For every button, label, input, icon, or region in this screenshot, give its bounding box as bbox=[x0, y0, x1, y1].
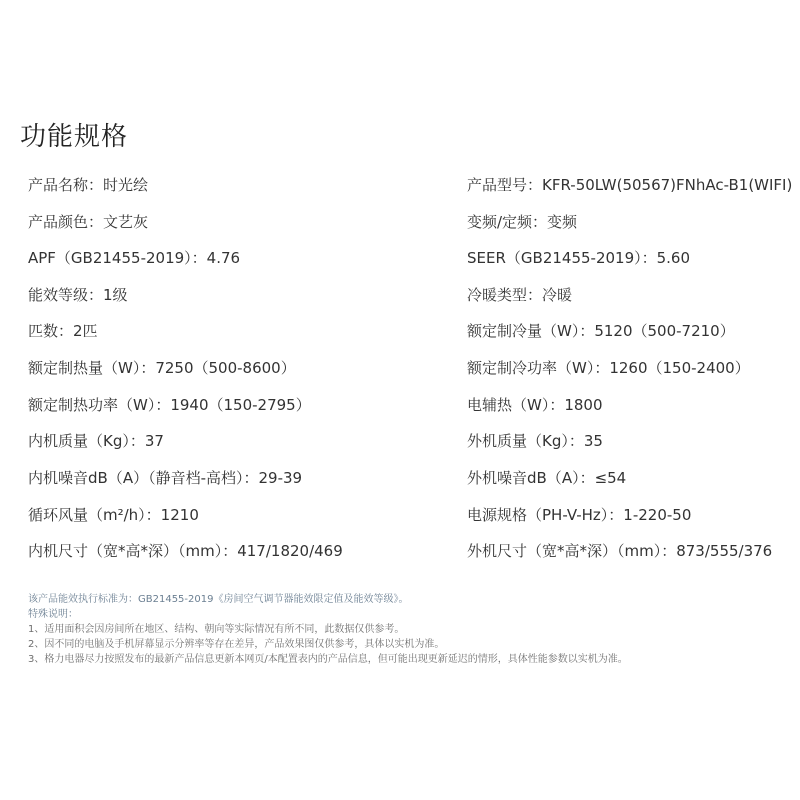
spec-row bbox=[0, 503, 800, 527]
spec-indoor-weight: 内机质量（Kg）：37 bbox=[28, 432, 164, 450]
spec-row bbox=[0, 466, 800, 490]
spec-heating-power: 额定制热功率（W）：1940（150-2795） bbox=[28, 396, 311, 414]
spec-outdoor-dimensions: 外机尺寸（宽*高*深）（mm）：873/555/376 bbox=[467, 542, 773, 560]
spec-indoor-dimensions: 内机尺寸（宽*高*深）（mm）：417/1820/469 bbox=[28, 542, 343, 560]
spec-row bbox=[0, 283, 800, 307]
spec-outdoor-noise: 外机噪音dB（A）：≤54 bbox=[467, 469, 627, 487]
spec-indoor-noise: 内机噪音dB（A）（静音档-高档）：29-39 bbox=[28, 469, 303, 487]
notes-section bbox=[28, 592, 788, 667]
efficiency-standard-note: 该产品能效执行标准为：GB21455-2019《房间空气调节器能效限定值及能效等级》。 bbox=[28, 594, 409, 605]
spec-power-supply: 电源规格（PH-V-Hz）：1-220-50 bbox=[467, 506, 692, 524]
spec-cooling-capacity: 额定制冷量（W）：5120（500-7210） bbox=[467, 322, 735, 340]
spec-row bbox=[0, 356, 800, 380]
spec-apf: APF（GB21455-2019）：4.76 bbox=[28, 249, 241, 267]
spec-cooling-power: 额定制冷功率（W）：1260（150-2400） bbox=[467, 359, 750, 377]
spec-outdoor-weight: 外机质量（Kg）：35 bbox=[467, 432, 603, 450]
spec-electric-heater: 电辅热（W）：1800 bbox=[467, 396, 603, 414]
note-item: 2、因不同的电脑及手机屏幕显示分辨率等存在差异，产品效果图仅供参考，具体以实机为准。 bbox=[28, 639, 445, 650]
special-notes-heading: 特殊说明： bbox=[28, 609, 78, 620]
spec-inverter-type: 变频/定频：变频 bbox=[467, 213, 578, 231]
spec-row bbox=[0, 210, 800, 234]
spec-row bbox=[0, 246, 800, 270]
spec-row bbox=[0, 429, 800, 453]
spec-product-model: 产品型号：KFR-50LW(50567)FNhAc-B1(WIFI) bbox=[467, 176, 793, 194]
spec-horsepower: 匹数：2匹 bbox=[28, 322, 98, 340]
spec-product-color: 产品颜色：文艺灰 bbox=[28, 213, 149, 231]
page-title: 功能规格 bbox=[20, 122, 129, 152]
spec-product-name: 产品名称：时光绘 bbox=[28, 176, 149, 194]
spec-row bbox=[0, 173, 800, 197]
spec-energy-grade: 能效等级：1级 bbox=[28, 286, 128, 304]
spec-row bbox=[0, 319, 800, 343]
spec-airflow: 循环风量（m²/h）：1210 bbox=[28, 506, 199, 524]
note-item: 3、格力电器尽力按照发布的最新产品信息更新本网页/本配置表内的产品信息，但可能出现更新延迟的情形，具体性能参数以实机为准。 bbox=[28, 654, 628, 665]
spec-seer: SEER（GB21455-2019）：5.60 bbox=[467, 249, 691, 267]
spec-heating-capacity: 额定制热量（W）：7250（500-8600） bbox=[28, 359, 296, 377]
spec-row bbox=[0, 393, 800, 417]
spec-climate-type: 冷暖类型：冷暖 bbox=[467, 286, 573, 304]
spec-row bbox=[0, 539, 800, 563]
note-item: 1、适用面积会因房间所在地区、结构、朝向等实际情况有所不同，此数据仅供参考。 bbox=[28, 624, 405, 635]
